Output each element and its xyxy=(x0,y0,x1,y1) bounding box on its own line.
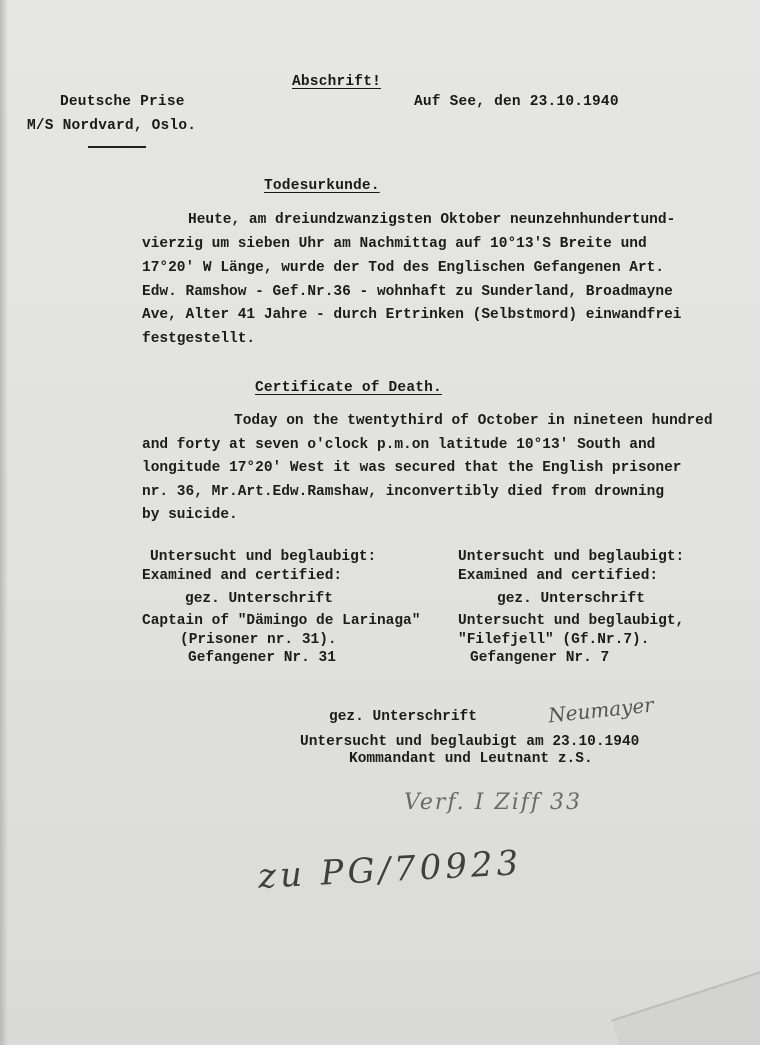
right-gefangener: Gefangener Nr. 7 xyxy=(470,650,610,666)
sender-divider xyxy=(88,146,146,148)
german-line-5: Ave, Alter 41 Jahre - durch Ertrinken (Selbstmord) einwandfrei xyxy=(142,307,682,323)
right-examined-de: Untersucht und beglaubigt: xyxy=(458,549,685,565)
page-corner-fold xyxy=(611,970,760,1045)
english-line-4: nr. 36, Mr.Art.Edw.Ramshaw, inconvertibly died from drowning xyxy=(142,484,665,500)
commander-signature-note: gez. Unterschrift xyxy=(329,709,477,725)
german-line-3: 17°20' W Länge, wurde der Tod des Englischen Gefangenen Art. xyxy=(142,260,665,276)
german-line-6: festgestellt. xyxy=(142,331,256,347)
left-gefangener: Gefangener Nr. 31 xyxy=(188,650,336,666)
german-line-2: vierzig um sieben Uhr am Nachmittag auf 10°13'S Breite und xyxy=(142,236,647,252)
left-prisoner-nr: (Prisoner nr. 31). xyxy=(180,632,337,648)
left-captain: Captain of "Dämingo de Larinaga" xyxy=(142,613,421,629)
english-line-5: by suicide. xyxy=(142,507,238,523)
right-ship: "Filefjell" (Gf.Nr.7). xyxy=(458,632,650,648)
right-examined-de-2: Untersucht und beglaubigt, xyxy=(458,613,685,629)
sender-line-1: Deutsche Prise xyxy=(60,94,185,110)
left-signature-note: gez. Unterschrift xyxy=(185,591,333,607)
commander-rank: Kommandant und Leutnant z.S. xyxy=(349,751,593,767)
copy-title: Abschrift! xyxy=(292,74,382,90)
left-examined-de: Untersucht und beglaubigt: xyxy=(150,549,377,565)
right-signature-note: gez. Unterschrift xyxy=(497,591,645,607)
english-line-1: Today on the twentythird of October in nineteen hundred xyxy=(234,413,713,429)
right-examined-en: Examined and certified: xyxy=(458,568,659,584)
german-line-4: Edw. Ramshow - Gef.Nr.36 - wohnhaft zu Sunderland, Broadmayne xyxy=(142,284,673,300)
commander-signature: Neumayer xyxy=(547,692,655,728)
commander-examined: Untersucht und beglaubigt am 23.10.1940 xyxy=(300,734,640,750)
left-examined-en: Examined and certified: xyxy=(142,568,343,584)
german-title: Todesurkunde. xyxy=(264,178,380,194)
sender-line-2: M/S Nordvard, Oslo. xyxy=(27,118,197,134)
handwritten-file-number: zu PG/70923 xyxy=(257,843,524,897)
english-title: Certificate of Death. xyxy=(255,380,442,396)
handwritten-reference-note: Verf. I Ziff 33 xyxy=(404,790,583,815)
english-line-2: and forty at seven o'clock p.m.on latitude 10°13' South and xyxy=(142,437,656,453)
english-line-3: longitude 17°20' West it was secured that the English prisoner xyxy=(142,460,682,476)
german-line-1: Heute, am dreiundzwanzigsten Oktober neunzehnhundertund- xyxy=(188,212,676,228)
place-date: Auf See, den 23.10.1940 xyxy=(414,94,619,110)
